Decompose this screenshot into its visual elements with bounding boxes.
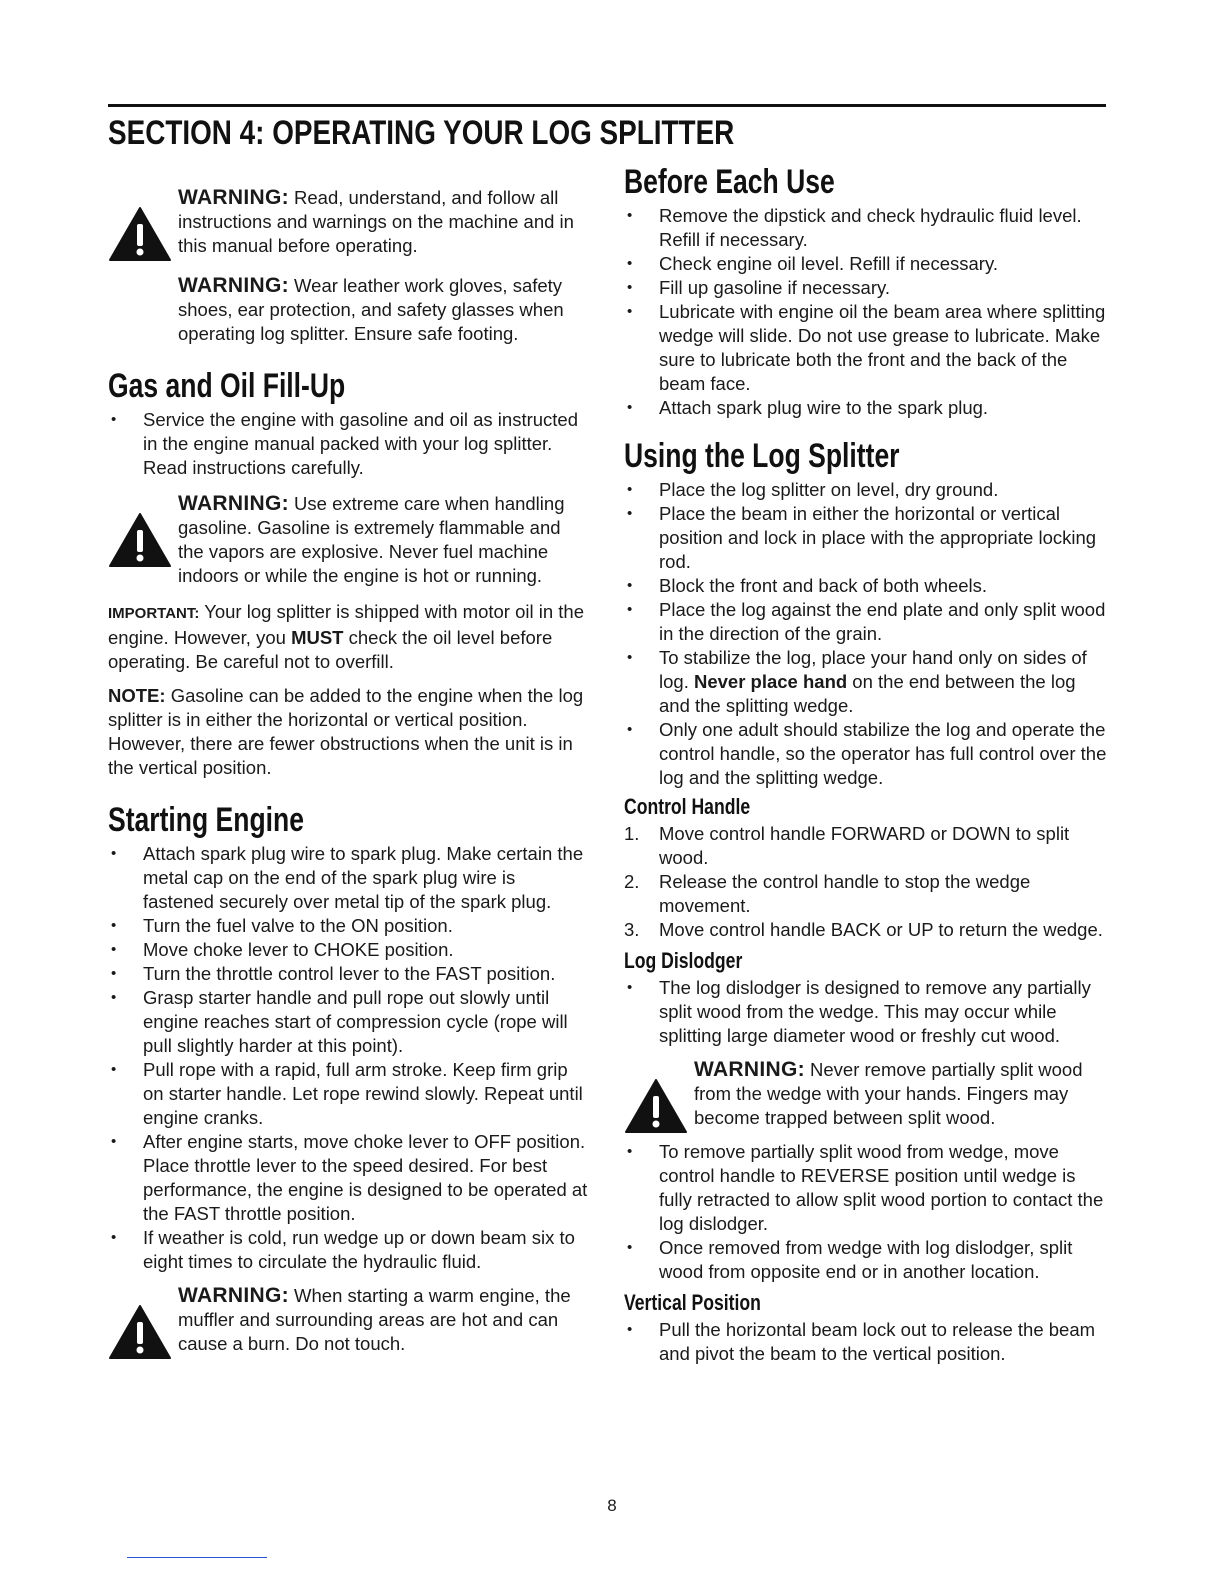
- warning-label: WARNING:: [694, 1058, 805, 1081]
- warning-label: WARNING:: [178, 274, 289, 297]
- warning-text: Read, understand, and follow all instructions and warnings on the machine and in this manual before operating.: [178, 187, 574, 256]
- heading-starting-engine: Starting Engine: [108, 801, 304, 839]
- list-item: • The log dislodger is designed to remove any partially split wood from the wedge. This may occur while splitting large diameter wood or freshly cut wood.: [624, 976, 1110, 1048]
- warning-triangle-icon: [624, 1078, 688, 1134]
- right-column: [624, 160, 1110, 1366]
- dislodger-list-a: [624, 976, 1110, 1048]
- important-text: Your log splitter is shipped with motor oil in the engine. However, you: [108, 601, 584, 648]
- list-item: • Move choke lever to CHOKE position.: [108, 938, 590, 962]
- list-item: • Place the log against the end plate and only split wood in the direction of the grain.: [624, 598, 1110, 646]
- left-column: [108, 160, 590, 1356]
- heading-control-handle: Control Handle: [624, 794, 751, 819]
- stabilize-text: To stabilize the log, place your hand only on sides of log.: [659, 647, 1087, 692]
- list-item: • After engine starts, move choke lever to OFF position. Place throttle lever to the speed desired. For best performance, the engine is designed to be operated at the FAST throttle position.: [108, 1130, 590, 1226]
- warning-label: WARNING:: [178, 492, 289, 515]
- warning-label: WARNING:: [178, 1284, 289, 1307]
- warning-text: Use extreme care when handling gasoline. Gasoline is extremely flammable and the vapors are explosive. Never fuel machine indoors or while the engine is hot or running.: [178, 493, 565, 586]
- list-item: • Block the front and back of both wheels.: [624, 574, 1110, 598]
- step-item: [624, 822, 1110, 870]
- list-item: • Turn the fuel valve to the ON position.: [108, 914, 590, 938]
- heading-gas-oil: Gas and Oil Fill-Up: [108, 367, 346, 405]
- heading-log-dislodger: Log Dislodger: [624, 948, 743, 973]
- step-text: Move control handle FORWARD or DOWN to split wood.: [659, 823, 1070, 868]
- list-item: • Place the log splitter on level, dry ground.: [624, 478, 1110, 502]
- list-item: • Grasp starter handle and pull rope out slowly until engine reaches start of compression cycle (rope will pull slightly harder at this point).: [108, 986, 590, 1058]
- heading-vertical-position: Vertical Position: [624, 1290, 761, 1315]
- top-rule: [108, 104, 1106, 107]
- starting-list: [108, 842, 590, 1274]
- warning-text: When starting a warm engine, the muffler and surrounding areas are hot and can cause a burn. Do not touch.: [178, 1285, 571, 1354]
- list-item: • To remove partially split wood from wedge, move control handle to REVERSE position until wedge is fully retracted to allow split wood portion to contact the log dislodger.: [624, 1140, 1110, 1236]
- footer-rule: [127, 1557, 267, 1558]
- stabilize-bold: Never place hand: [693, 671, 848, 692]
- warning-label: WARNING:: [178, 186, 289, 209]
- list-item: • Remove the dipstick and check hydraulic fluid level. Refill if necessary.: [624, 204, 1110, 252]
- list-item: • Place the beam in either the horizontal or vertical position and lock in place with the appropriate locking rod.: [624, 502, 1110, 574]
- step-number: 3.: [624, 919, 640, 940]
- using-list: [624, 478, 1110, 790]
- list-item: [624, 646, 1110, 718]
- warning-protective-gear: [108, 274, 590, 346]
- important-note: [108, 600, 590, 674]
- list-item: • Lubricate with engine oil the beam area where splitting wedge will slide. Do not use grease to lubricate. Make sure to lubricate both the front and the back of the beam face.: [624, 300, 1110, 396]
- list-item: • Attach spark plug wire to the spark plug.: [624, 396, 1110, 420]
- warning-gasoline: [108, 492, 590, 588]
- list-item: • Service the engine with gasoline and oil as instructed in the engine manual packed with your log splitter. Read instructions carefully.: [108, 408, 590, 480]
- before-list: [624, 204, 1110, 420]
- list-item: • Turn the throttle control lever to the FAST position.: [108, 962, 590, 986]
- list-item: • Pull the horizontal beam lock out to release the beam and pivot the beam to the vertical position.: [624, 1318, 1110, 1366]
- list-item: • Once removed from wedge with log dislodger, split wood from opposite end or in another location.: [624, 1236, 1110, 1284]
- warning-triangle-icon: [108, 512, 172, 568]
- heading-before-each-use: Before Each Use: [624, 163, 835, 201]
- section-title: SECTION 4: OPERATING YOUR LOG SPLITTER: [108, 114, 735, 152]
- list-item: • Attach spark plug wire to spark plug. Make certain the metal cap on the end of the spark plug wire is fastened securely over metal tip of the spark plug.: [108, 842, 590, 914]
- step-number: 2.: [624, 871, 640, 892]
- list-item: • Check engine oil level. Refill if necessary.: [624, 252, 1110, 276]
- important-must: MUST: [291, 627, 344, 648]
- list-item: • Fill up gasoline if necessary.: [624, 276, 1110, 300]
- dislodger-list-b: [624, 1140, 1110, 1284]
- important-text-end: check the oil level before operating. Be careful not to overfill.: [108, 627, 553, 672]
- step-number: 1.: [624, 823, 640, 844]
- important-label: IMPORTANT:: [108, 605, 200, 622]
- warning-text: Never remove partially split wood from the wedge with your hands. Fingers may become trapped between split wood.: [694, 1059, 1083, 1128]
- list-item: • Pull rope with a rapid, full arm stroke. Keep firm grip on starter handle. Let rope rewind slowly. Repeat until engine cranks.: [108, 1058, 590, 1130]
- note-label: NOTE:: [108, 685, 166, 706]
- heading-using-log-splitter: Using the Log Splitter: [624, 437, 900, 475]
- warning-triangle-icon: [108, 1304, 172, 1360]
- warning-triangle-icon: [108, 206, 172, 262]
- step-text: Move control handle BACK or UP to return the wedge.: [659, 919, 1103, 940]
- control-steps: [624, 822, 1110, 942]
- page-number: 8: [607, 1496, 617, 1515]
- warning-hands: [624, 1058, 1110, 1130]
- vertical-list: [624, 1318, 1110, 1366]
- list-item: • Only one adult should stabilize the log and operate the control handle, so the operator has full control over the log and the splitting wedge.: [624, 718, 1110, 790]
- warning-warm-engine: [108, 1284, 590, 1356]
- warning-text: Wear leather work gloves, safety shoes, ear protection, and safety glasses when operating log splitter. Ensure safe footing.: [178, 275, 564, 344]
- step-item: [624, 870, 1110, 918]
- stabilize-text-end: on the end between the log and the splitting wedge.: [659, 671, 1076, 716]
- note-text: Gasoline can be added to the engine when the log splitter is in either the horizontal or vertical position. However, there are fewer obstructions when the unit is in the vertical position.: [108, 685, 584, 778]
- step-text: Release the control handle to stop the wedge movement.: [659, 871, 1031, 916]
- list-item: • If weather is cold, run wedge up or down beam six to eight times to circulate the hydraulic fluid.: [108, 1226, 590, 1274]
- warning-read-instructions: [108, 186, 590, 258]
- gas-list: [108, 408, 590, 480]
- note-paragraph: [108, 684, 590, 780]
- step-item: [624, 918, 1110, 942]
